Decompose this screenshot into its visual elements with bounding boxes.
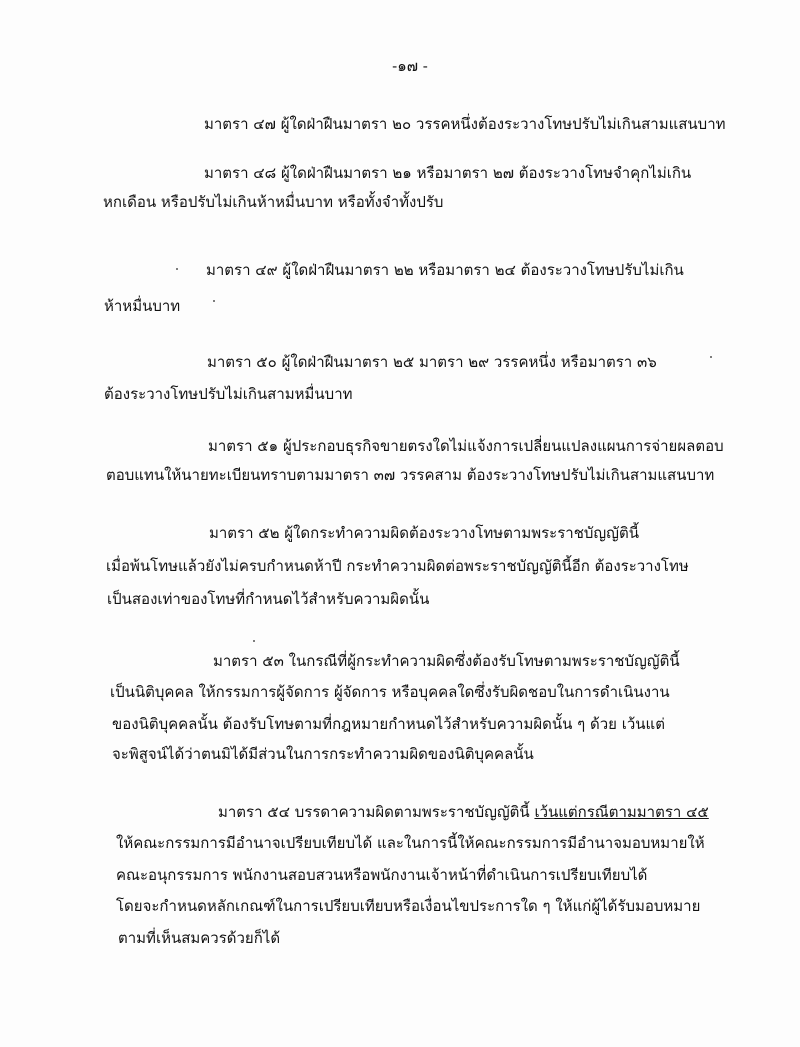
section-51-line-1: มาตรา ๕๑ ผู้ประกอบธุรกิจขายตรงใดไม่แจ้งการเปลี่ยนแปลงแผนการจ่ายผลตอบ	[208, 437, 724, 455]
section-54-line-1-text: มาตรา ๕๔ บรรดาความผิดตามพระราชบัญญัตินี้	[218, 803, 530, 821]
scan-speck	[253, 640, 255, 642]
section-52-line-2: เมื่อพ้นโทษแล้วยังไม่ครบกำหนดห้าปี กระทำความผิดต่อพระราชบัญญัตินี้อีก ต้องระวางโทษ	[106, 557, 689, 575]
section-52-line-3: เป็นสองเท่าของโทษที่กำหนดไว้สำหรับความผิดนั้น	[107, 590, 430, 608]
section-53-line-2: เป็นนิติบุคคล ให้กรรมการผู้จัดการ ผู้จัดการ หรือบุคคลใดซึ่งรับผิดชอบในการดำเนินงาน	[110, 683, 670, 701]
section-53-line-1: มาตรา ๕๓ ในกรณีที่ผู้กระทำความผิดซึ่งต้องรับโทษตามพระราชบัญญัตินี้	[213, 652, 680, 670]
scan-speck	[213, 300, 215, 302]
section-53-line-4: จะพิสูจน์ได้ว่าตนมิได้มีส่วนในการกระทำความผิดของนิติบุคคลนั้น	[112, 745, 534, 763]
section-50-line-1: มาตรา ๕๐ ผู้ใดฝ่าฝืนมาตรา ๒๕ มาตรา ๒๙ วรรคหนึ่ง หรือมาตรา ๓๖	[207, 353, 657, 371]
section-54-line-5: ตามที่เห็นสมควรด้วยก็ได้	[118, 929, 281, 947]
section-51-line-2: ตอบแทนให้นายทะเบียนทราบตามมาตรา ๓๗ วรรคสาม ต้องระวางโทษปรับไม่เกินสามแสนบาท	[106, 466, 715, 484]
scan-speck	[710, 356, 712, 358]
page-number: -๑๗ -	[392, 57, 428, 75]
section-48-line-2: หกเดือน หรือปรับไม่เกินห้าหมื่นบาท หรือทั้งจำทั้งปรับ	[103, 193, 444, 211]
section-54-underlined-exception: เว้นแต่กรณีตามมาตรา ๔๕	[534, 803, 709, 821]
section-54-line-3: คณะอนุกรรมการ พนักงานสอบสวนหรือพนักงานเจ้าหน้าที่ดำเนินการเปรียบเทียบได้	[116, 866, 648, 884]
scan-speck	[176, 268, 178, 270]
section-54-line-1	[218, 802, 709, 822]
section-50-line-2: ต้องระวางโทษปรับไม่เกินสามหมื่นบาท	[104, 385, 353, 403]
section-54-line-4: โดยจะกำหนดหลักเกณฑ์ในการเปรียบเทียบหรือเงื่อนไขประการใด ๆ ให้แก่ผู้ได้รับมอบหมาย	[116, 897, 701, 915]
section-49-line-2: ห้าหมื่นบาท	[104, 297, 181, 315]
section-49-line-1: มาตรา ๔๙ ผู้ใดฝ่าฝืนมาตรา ๒๒ หรือมาตรา ๒๔ ต้องระวางโทษปรับไม่เกิน	[206, 261, 684, 279]
section-54-line-2: ให้คณะกรรมการมีอำนาจเปรียบเทียบได้ และในการนี้ให้คณะกรรมการมีอำนาจมอบหมายให้	[116, 834, 705, 852]
section-48-line-1: มาตรา ๔๘ ผู้ใดฝ่าฝืนมาตรา ๒๑ หรือมาตรา ๒๗ ต้องระวางโทษจำคุกไม่เกิน	[204, 164, 692, 182]
section-53-line-3: ของนิติบุคคลนั้น ต้องรับโทษตามที่กฎหมายกำหนดไว้สำหรับความผิดนั้น ๆ ด้วย เว้นแต่	[112, 715, 665, 733]
section-47-line-1: มาตรา ๔๗ ผู้ใดฝ่าฝืนมาตรา ๒๐ วรรคหนึ่งต้องระวางโทษปรับไม่เกินสามแสนบาท	[204, 115, 726, 133]
section-52-line-1: มาตรา ๕๒ ผู้ใดกระทำความผิดต้องระวางโทษตามพระราชบัญญัตินี้	[209, 524, 639, 542]
